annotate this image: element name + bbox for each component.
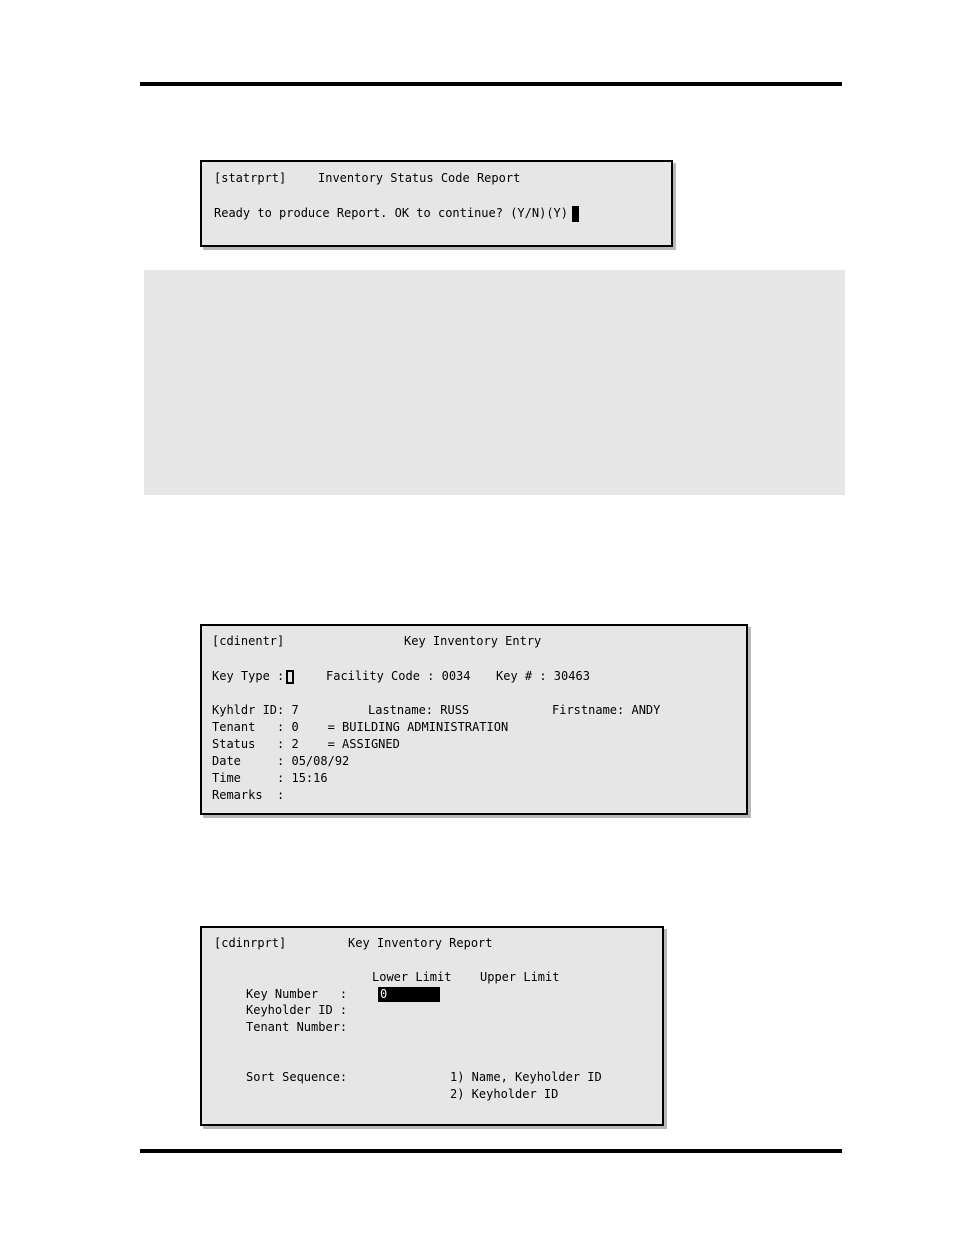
- screen-title: Key Inventory Report: [348, 936, 493, 950]
- screen-id: [cdinentr]: [212, 634, 285, 648]
- status-report-screen: [200, 160, 673, 247]
- key-number-field: Key # : 30463: [496, 669, 590, 683]
- lower-limit-header: Lower Limit: [372, 970, 452, 984]
- firstname-field: Firstname: ANDY: [552, 703, 661, 717]
- tenant-field: Tenant : 0 = BUILDING ADMINISTRATION: [212, 720, 509, 734]
- key-inventory-report-screen: [200, 926, 664, 1126]
- key-number-label: Key Number :: [246, 987, 348, 1001]
- keyholder-id-label: Keyholder ID :: [246, 1003, 348, 1017]
- key-inventory-entry-screen: [200, 624, 748, 815]
- remarks-field[interactable]: Remarks :: [212, 788, 285, 802]
- sort-option-1[interactable]: 1) Name, Keyholder ID: [450, 1070, 602, 1084]
- key-type-label: Key Type :: [212, 669, 285, 683]
- prompt-text: Ready to produce Report. OK to continue? (Y/N)(Y): [214, 206, 569, 220]
- key-type-field[interactable]: [212, 668, 296, 685]
- key-number-lower-input[interactable]: [378, 986, 440, 1003]
- status-field: Status : 2 = ASSIGNED: [212, 737, 400, 751]
- screen-id: [cdinrprt]: [214, 936, 287, 950]
- sort-sequence-label: Sort Sequence:: [246, 1070, 348, 1084]
- tenant-number-label: Tenant Number:: [246, 1020, 348, 1034]
- gray-panel: [144, 270, 845, 495]
- lastname-field: Lastname: RUSS: [368, 703, 470, 717]
- top-rule: [140, 82, 842, 86]
- screen-id: [statrprt]: [214, 171, 287, 185]
- bottom-rule: [140, 1149, 842, 1153]
- key-type-cursor-icon: [286, 670, 294, 684]
- upper-limit-header: Upper Limit: [480, 970, 560, 984]
- facility-code-field: Facility Code : 0034: [326, 669, 471, 683]
- sort-option-2[interactable]: 2) Keyholder ID: [450, 1087, 559, 1101]
- keyholder-id-field: Kyhldr ID: 7: [212, 703, 299, 717]
- screen-title: Key Inventory Entry: [404, 634, 542, 648]
- date-field: Date : 05/08/92: [212, 754, 350, 768]
- key-number-lower-value: 0: [378, 987, 440, 1002]
- continue-prompt[interactable]: [214, 205, 579, 222]
- screen-title: Inventory Status Code Report: [318, 171, 521, 185]
- time-field: Time : 15:16: [212, 771, 328, 785]
- text-cursor-icon: [572, 206, 579, 222]
